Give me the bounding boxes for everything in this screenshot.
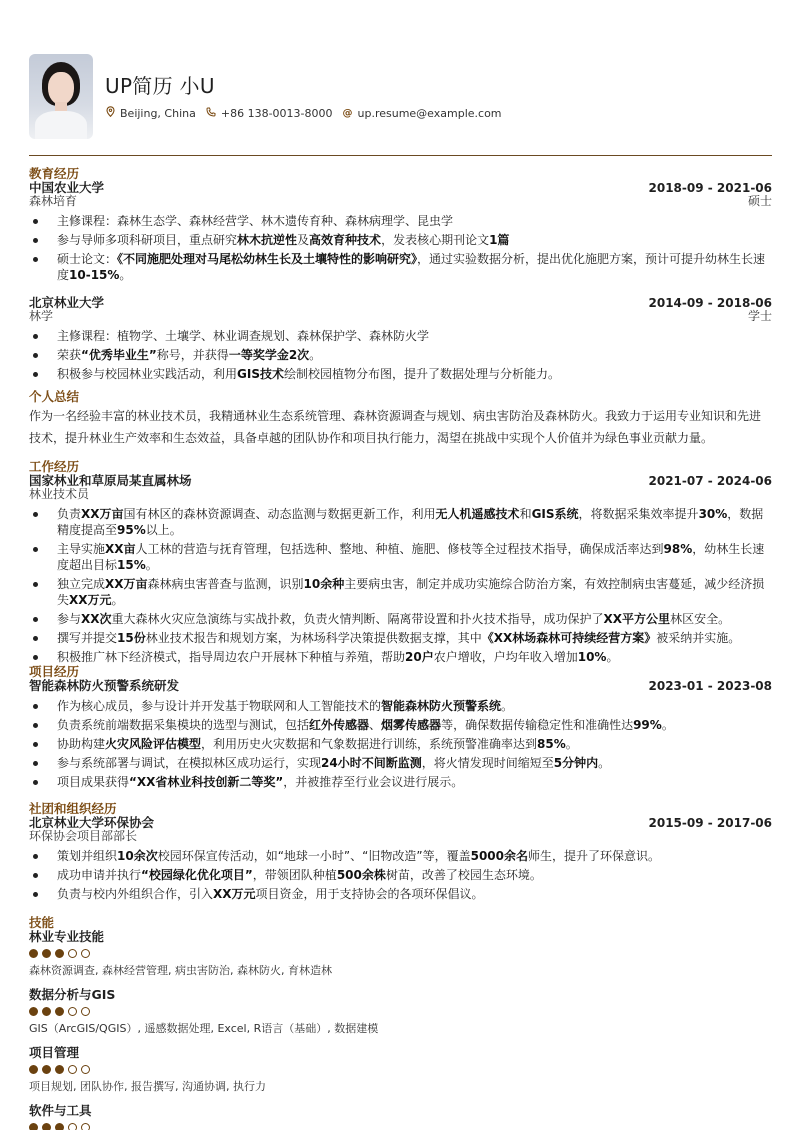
bullet-item: 独立完成XX万亩森林病虫害普查与监测，识别10余种主要病虫害，制定并成功实施综合防治方案，有效控制病虫害蔓延，减少经济损失XX万元。	[29, 576, 772, 608]
bullet-item: 参与系统部署与调试，在模拟林区成功运行，实现24小时不间断监测，将火情发现时间缩短至5分钟内。	[29, 755, 772, 771]
filled-dot-icon	[29, 1123, 38, 1130]
major: 森林培育	[29, 194, 78, 208]
bullet-item: 参与XX次重大森林火灾应急演练与实战扑救，负责火情判断、隔离带设置和扑火技术指导，成功保护了XX平方公里林区安全。	[29, 611, 772, 627]
date-range: 2014-09 - 2018-06	[648, 296, 772, 310]
bullet-item: 主导实施XX亩人工林的营造与抚育管理，包括选种、整地、种植、施肥、修枝等全过程技术指导，确保成活率达到98%，幼林生长速度超出目标15%。	[29, 541, 772, 573]
project-name: 智能森林防火预警系统研发	[29, 678, 180, 693]
at-sign-icon: @	[342, 107, 353, 119]
filled-dot-icon	[55, 1065, 64, 1074]
bullet-item: 主修课程：植物学、土壤学、林业调查规划、森林保护学、森林防火学	[29, 328, 772, 344]
filled-dot-icon	[42, 1123, 51, 1130]
section-skills	[29, 916, 772, 1130]
bullet-item: 参与导师多项科研项目，重点研究林木抗逆性及高效育种技术，发表核心期刊论文1篇	[29, 232, 772, 248]
skill-item	[29, 1104, 772, 1130]
filled-dot-icon	[42, 1065, 51, 1074]
section-title: 项目经历	[29, 664, 80, 679]
skill-description: GIS（ArcGIS/QGIS）, 遥感数据处理, Excel, R语言（基础）, 数据建模	[29, 1022, 379, 1035]
bullet-item: 负责系统前端数据采集模块的选型与测试，包括红外传感器、烟雾传感器等，确保数据传输稳定性和准确性达99%。	[29, 717, 772, 733]
bullet-list	[29, 213, 772, 283]
job-title: 林业技术员	[29, 487, 90, 501]
empty-dot-icon	[81, 1065, 90, 1074]
phone-icon	[206, 107, 216, 120]
skill-item	[29, 1046, 772, 1094]
bullet-list	[29, 698, 772, 790]
filled-dot-icon	[29, 1007, 38, 1016]
skill-item	[29, 930, 772, 978]
major: 林学	[29, 309, 54, 323]
filled-dot-icon	[42, 949, 51, 958]
bullet-item: 撰写并提交15份林业技术报告和规划方案，为林场科学决策提供数据支撑，其中《XX林场森林可持续经营方案》被采纳并实施。	[29, 630, 772, 646]
section-education	[29, 167, 772, 385]
bullet-list	[29, 848, 772, 902]
empty-dot-icon	[68, 1065, 77, 1074]
skill-name: 林业专业技能	[29, 929, 105, 944]
summary-text: 作为一名经验丰富的林业技术员，我精通林业生态系统管理、森林资源调查与规划、病虫害防治及森林防火。我致力于运用专业知识和先进技术，提升林业生产效率和生态效益，具备卓越的团队协作和项目执行能力，渴望在挑战中实现个人价值并为绿色事业贡献力量。	[29, 409, 762, 445]
date-range: 2015-09 - 2017-06	[648, 816, 772, 830]
date-range: 2018-09 - 2021-06	[648, 181, 772, 195]
resume-header	[29, 54, 512, 139]
degree: 学士	[747, 309, 772, 323]
filled-dot-icon	[29, 949, 38, 958]
section-title: 个人总结	[29, 389, 80, 404]
empty-dot-icon	[68, 1123, 77, 1130]
bullet-item: 积极参与校园林业实践活动，利用GIS技术绘制校园植物分布图，提升了数据处理与分析能力。	[29, 366, 772, 382]
empty-dot-icon	[81, 1123, 90, 1130]
date-range: 2023-01 - 2023-08	[648, 679, 772, 693]
school-name: 北京林业大学	[29, 295, 105, 310]
avatar	[29, 54, 93, 139]
club-name: 北京林业大学环保协会	[29, 815, 155, 830]
skill-name: 软件与工具	[29, 1103, 92, 1118]
header-divider	[29, 155, 772, 156]
bullet-item: 负责与校内外组织合作，引入XX万元项目资金，用于支持协会的各项环保倡议。	[29, 886, 772, 902]
school-name: 中国农业大学	[29, 180, 105, 195]
section-title: 技能	[29, 915, 55, 930]
degree: 硕士	[747, 194, 772, 208]
bullet-list	[29, 506, 772, 665]
empty-dot-icon	[68, 1007, 77, 1016]
date-range: 2021-07 - 2024-06	[648, 474, 772, 488]
filled-dot-icon	[42, 1007, 51, 1016]
education-entry	[29, 296, 772, 382]
contact-location: Beijing, China	[105, 106, 196, 120]
skill-name: 项目管理	[29, 1045, 80, 1060]
bullet-item: 成功申请并执行“校园绿化优化项目”，带领团队种植500余株树苗，改善了校园生态环境。	[29, 867, 772, 883]
contact-row	[105, 106, 512, 120]
bullet-item: 荣获“优秀毕业生”称号，并获得一等奖学金2次。	[29, 347, 772, 363]
bullet-item: 主修课程：森林生态学、森林经营学、林木遗传育种、森林病理学、昆虫学	[29, 213, 772, 229]
candidate-name: UP简历 小U	[105, 74, 215, 98]
section-summary	[29, 390, 772, 449]
skill-description: 项目规划, 团队协作, 报告撰写, 沟通协调, 执行力	[29, 1080, 266, 1093]
employer-name: 国家林业和草原局某直属林场	[29, 473, 192, 488]
bullet-item: 项目成果获得“XX省林业科技创新二等奖”，并被推荐至行业会议进行展示。	[29, 774, 772, 790]
bullet-item: 负责XX万亩国有林区的森林资源调查、动态监测与数据更新工作，利用无人机遥感技术和GIS系统，将数据采集效率提升30%，数据精度提高至95%以上。	[29, 506, 772, 538]
bullet-item: 协助构建火灾风险评估模型，利用历史火灾数据和气象数据进行训练，系统预警准确率达到85%。	[29, 736, 772, 752]
empty-dot-icon	[81, 1007, 90, 1016]
empty-dot-icon	[81, 949, 90, 958]
bullet-item: 策划并组织10余次校园环保宣传活动，如“地球一小时”、“旧物改造”等，覆盖5000余名师生，提升了环保意识。	[29, 848, 772, 864]
skill-item	[29, 988, 772, 1036]
skill-description: 森林资源调查, 森林经营管理, 病虫害防治, 森林防火, 育林造林	[29, 964, 332, 977]
bullet-item: 积极推广林下经济模式，指导周边农户开展林下种植与养殖，帮助20户农户增收，户均年收入增加10%。	[29, 649, 772, 665]
section-project	[29, 665, 772, 793]
education-entry	[29, 181, 772, 283]
skill-level-dots	[29, 949, 772, 958]
map-pin-icon	[105, 106, 115, 120]
club-role: 环保协会项目部部长	[29, 829, 138, 843]
contact-email[interactable]: @ up.resume@example.com	[342, 106, 502, 120]
section-title: 教育经历	[29, 166, 80, 181]
filled-dot-icon	[55, 949, 64, 958]
section-club	[29, 802, 772, 905]
section-title: 社团和组织经历	[29, 801, 117, 816]
bullet-item: 作为核心成员，参与设计并开发基于物联网和人工智能技术的智能森林防火预警系统。	[29, 698, 772, 714]
skill-name: 数据分析与GIS	[29, 987, 116, 1002]
skill-level-dots	[29, 1065, 772, 1074]
bullet-item: 硕士论文：《不同施肥处理对马尾松幼林生长及土壤特性的影响研究》，通过实验数据分析，提出优化施肥方案，预计可提升幼林生长速度10-15%。	[29, 251, 772, 283]
filled-dot-icon	[55, 1007, 64, 1016]
bullet-list	[29, 328, 772, 382]
empty-dot-icon	[68, 949, 77, 958]
header-info	[105, 73, 512, 120]
filled-dot-icon	[29, 1065, 38, 1074]
filled-dot-icon	[55, 1123, 64, 1130]
section-work	[29, 460, 772, 668]
skill-level-dots	[29, 1007, 772, 1016]
section-title: 工作经历	[29, 459, 80, 474]
contact-phone[interactable]: +86 138-0013-8000	[206, 107, 333, 120]
skills-list	[29, 930, 772, 1130]
skill-level-dots	[29, 1123, 772, 1130]
